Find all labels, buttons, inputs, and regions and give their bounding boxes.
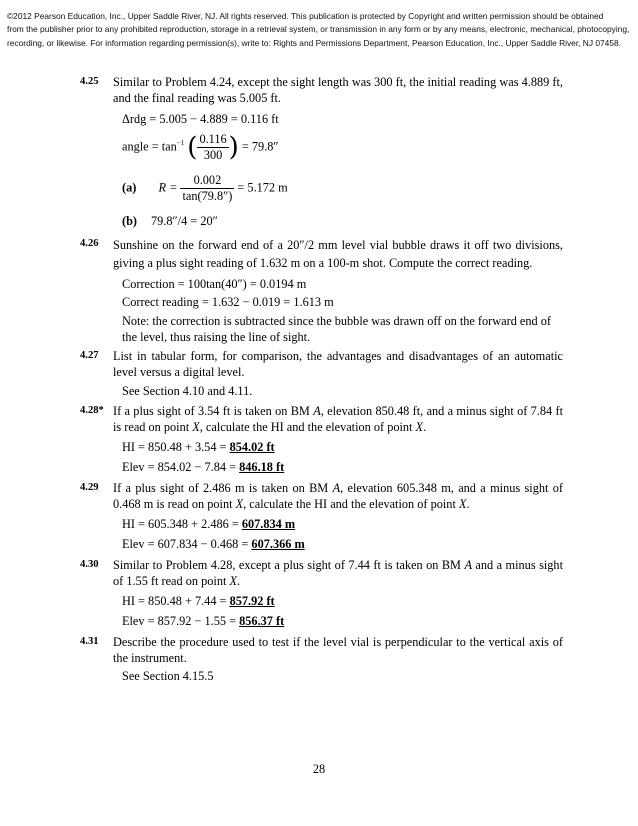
problem-number: 4.28* bbox=[80, 405, 104, 416]
answer-value: 846.18 ft bbox=[239, 460, 285, 474]
problem-text: Similar to Problem 4.24, except the sight length was 300 ft, the initial reading was 4.889 ft, and the final reading was 5.005 ft. bbox=[113, 75, 563, 105]
problem-text: Sunshine on the forward end of a 20″/2 mm level vial bubble draws it off two divisions, giving a plus sight reading of 1.632 m on a 100-m shot. Compute the correct reading. bbox=[113, 238, 563, 270]
answer-line: HI = 850.48 + 7.44 = 857.92 ft bbox=[122, 594, 275, 608]
problem-number: 4.25 bbox=[80, 76, 99, 87]
answer-line: Correct reading = 1.632 − 0.019 = 1.613 m bbox=[122, 295, 334, 309]
answer-value: 857.92 ft bbox=[229, 594, 275, 608]
fraction: $\frac{0.116}{300}$ bbox=[199, 132, 227, 162]
answer-value: 607.366 m bbox=[251, 537, 305, 551]
problem-text: List in tabular form, for comparison, the advantages and disadvantages of an automatic level versus a digital level. bbox=[113, 349, 563, 379]
problem-text: If a plus sight of 2.486 m is taken on BM A, elevation 605.348 m, and a minus sight of 0.468 m is read on point X, calculate the HI and the elevation of point X. bbox=[113, 481, 563, 511]
answer-line: See Section 4.10 and 4.11. bbox=[122, 384, 253, 398]
problem-text: If a plus sight of 3.54 ft is taken on BM A, elevation 850.48 ft, and a minus sight of 7.84 ft is read on point X, calculate the HI and the elevation of point X. bbox=[113, 404, 563, 434]
answer-value: 856.37 ft bbox=[239, 614, 285, 628]
answer-line: (b) 79.8″/4 = 20″ bbox=[122, 214, 218, 228]
r-equation: (a) R = $\frac{0.002}{\tan(79.8'')}$ = 5.172 m bbox=[122, 173, 288, 203]
answer-line: HI = 850.48 + 3.54 = 854.02 ft bbox=[122, 440, 275, 454]
copyright-notice bbox=[7, 10, 633, 50]
answer-value: 607.834 m bbox=[241, 517, 296, 531]
answer-line: Elev = 857.92 − 1.55 = 856.37 ft bbox=[122, 614, 285, 628]
problem-number: 4.30 bbox=[80, 559, 99, 570]
copyright-line: ©2012 Pearson Education, Inc., Upper Saddle River, NJ. All rights reserved. This publication is protected by Copyright and written permission should be obtained bbox=[7, 11, 604, 21]
problem-number: 4.26 bbox=[80, 238, 99, 249]
page-number: 28 bbox=[312, 762, 326, 776]
fraction: $\frac{0.002}{\tan(79.8'')}$ bbox=[182, 173, 233, 203]
problem-text: Similar to Problem 4.28, except a plus sight of 7.44 ft is taken on BM A and a minus sight of 1.55 ft read on point X. bbox=[113, 558, 563, 588]
answer-line: Correction = 100tan(40″) = 0.0194 m bbox=[122, 277, 307, 291]
note-text: Note: the correction is subtracted since the bubble was drawn off on the forward end of the level, thus raising the line of sight. bbox=[122, 314, 551, 344]
problem-number: 4.29 bbox=[80, 482, 99, 493]
answer-line: See Section 4.15.5 bbox=[122, 669, 214, 683]
problem-number: 4.31 bbox=[80, 636, 99, 647]
problem-number: 4.27 bbox=[80, 350, 99, 361]
answer-line: Δrdg = 5.005 − 4.889 = 0.116 ft bbox=[122, 112, 279, 126]
angle-equation: angle = $\tan^{-1}$ ( $\frac{0.116}{300}$ ) = 79.8″ bbox=[122, 132, 279, 163]
answer-line: HI = 605.348 + 2.486 = 607.834 m bbox=[122, 517, 296, 531]
copyright-line: recording, or likewise. For information regarding permission(s), write to: Rights and Permissions Department, Pearson Education, Inc., Upper Saddle River, NJ 07458. bbox=[7, 37, 621, 48]
answer-value: 854.02 ft bbox=[229, 440, 275, 454]
answer-line: Elev = 607.834 − 0.468 = 607.366 m bbox=[122, 537, 305, 551]
copyright-line: from the publisher prior to any prohibited reproduction, storage in a retrieval system, or transmission in any form or by any means, electronic, mechanical, photocopying, bbox=[7, 24, 630, 35]
answer-line: Elev = 854.02 − 7.84 = 846.18 ft bbox=[122, 460, 285, 474]
problem-text: Describe the procedure used to test if the level vial is perpendicular to the vertical axis of the instrument. bbox=[113, 635, 563, 665]
